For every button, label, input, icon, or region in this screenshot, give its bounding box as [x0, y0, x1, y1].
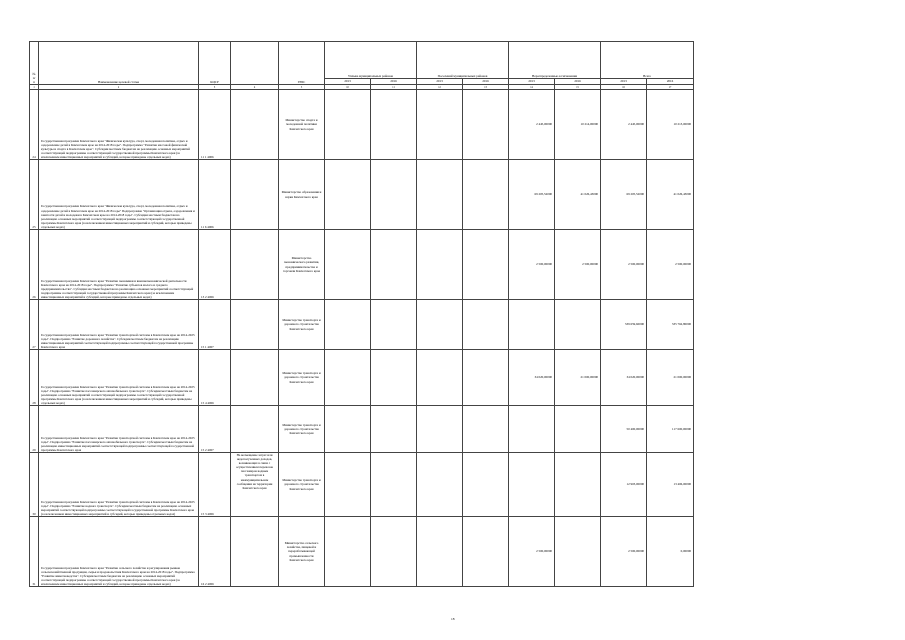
column-index-cell: 3	[199, 85, 231, 90]
value-cell	[325, 406, 371, 453]
value-cell	[371, 453, 417, 517]
table-row	[30, 90, 694, 160]
grbs-ministry: Министерство экономического развития, предпринимательства и торговли Камчатского края	[279, 230, 325, 300]
value-cell	[325, 90, 371, 160]
kcsr-code: 11 1 4006	[199, 90, 231, 160]
total-cell: 10 213,00000	[647, 90, 694, 160]
grbs-ministry: Министерство транспорта и дорожного строительства Камчатского края	[279, 300, 325, 350]
value-cell	[417, 453, 463, 517]
total-cell: 13 406,00000	[647, 453, 694, 517]
grbs-ministry: Министерство транспорта и дорожного строительства Камчатского края	[279, 350, 325, 406]
value-cell	[325, 160, 371, 230]
table-row	[30, 406, 694, 453]
grbs-ministry: Министерство транспорта и дорожного строительства Камчатского края	[279, 406, 325, 453]
col-num-header: № п/п	[30, 42, 39, 85]
kcsr-code: 11 6 4006	[199, 160, 231, 230]
header-row	[30, 42, 694, 79]
col-kcsr-header: КЦСР	[199, 42, 231, 85]
value-cell	[509, 406, 555, 453]
value-cell	[463, 90, 509, 160]
column-index-cell: 14	[509, 85, 555, 90]
program-name: Государственная программа Камчатского края "Развитие экономики и внешнеэкономической деятельности Камчатского края на 2014-2018 годы". Подпрограмма "Развитие субъектов малого и среднего предпринимательства". Субсидии местным бюджетам на реализацию основных мероприятий соответствующей подпрограммы соответствующей государственной программы Камчатского края (за исключением инвестиционных мероприятий и субсидий, которые приведены отдельных кодах)	[39, 230, 199, 300]
purpose-note	[231, 90, 279, 160]
total-cell: 50 400,00000	[601, 406, 647, 453]
total-cell: 21 000,00000	[647, 350, 694, 406]
value-cell: 10 214,00000	[555, 90, 601, 160]
value-cell	[371, 160, 417, 230]
total-cell: 34 020,00000	[601, 350, 647, 406]
total-cell: 339 659,60000	[601, 300, 647, 350]
value-cell: 41 026,43000	[555, 160, 601, 230]
column-index-cell: 16	[601, 85, 647, 90]
column-index-cell: 17	[647, 85, 694, 90]
program-name: Государственная программа Камчатского края "Развитие транспортной системы в Камчатском крае на 2014-2025 годы". Подпрограмма "Развитие пассажирского автомобильного транспорта". Субсидии местным бюджетам на реализацию основных мероприятий соответствующей подпрограммы соответствующей государственной программы Камчатского края (за исключением инвестиционных мероприятий и субсидий, которые приведены отдельных кодах)	[39, 350, 199, 406]
value-cell	[417, 230, 463, 300]
page-number: 18	[451, 617, 455, 621]
kcsr-code: 15 2 4007	[199, 406, 231, 453]
value-cell: 21 000,00000	[555, 350, 601, 406]
purpose-note	[231, 230, 279, 300]
purpose-note	[231, 300, 279, 350]
value-cell	[371, 230, 417, 300]
value-cell	[509, 300, 555, 350]
year-cell: 2013	[509, 79, 555, 85]
year-cell: 2013	[325, 79, 371, 85]
year-cell: 2016	[463, 79, 509, 85]
total-cell: 0,00000	[647, 517, 694, 587]
row-number: 30	[30, 453, 39, 517]
value-cell	[555, 453, 601, 517]
table-row	[30, 453, 694, 517]
total-cell: 2 500,00000	[601, 230, 647, 300]
grbs-ministry: Министерство образования и науки Камчатского края	[279, 160, 325, 230]
value-cell	[371, 517, 417, 587]
value-cell	[463, 453, 509, 517]
table-row	[30, 517, 694, 587]
column-index-cell: 5	[279, 85, 325, 90]
value-cell: 2 500,00000	[555, 230, 601, 300]
group-settlements-header: Поселений муниципальных районов	[417, 42, 509, 79]
year-cell: 2016	[555, 79, 601, 85]
value-cell	[555, 517, 601, 587]
table-row	[30, 350, 694, 406]
kcsr-code: 15 3 4006	[199, 453, 231, 517]
column-index-cell: 13	[463, 85, 509, 90]
row-number: 31	[30, 517, 39, 587]
total-cell: 335 762,80000	[647, 300, 694, 350]
table-row	[30, 230, 694, 300]
value-cell	[463, 406, 509, 453]
column-index-cell: 12	[417, 85, 463, 90]
value-cell	[509, 453, 555, 517]
purpose-note	[231, 160, 279, 230]
year-cell: 2013	[417, 79, 463, 85]
table-row	[30, 160, 694, 230]
program-name: Государственная программа Камчатского края "Развитие транспортной системы в Камчатском крае на 2014-2025 годы". Подпрограмма "Развитие водного транспорта". Субсидии местным бюджетам на реализацию основных мероприятий соответствующей подпрограммы соответствующей государственной программы Камчатского края (за исключением инвестиционных мероприятий и субсидий, которые приведены отдельных кодах)	[39, 453, 199, 517]
col-grbs-header: ГРБС	[279, 42, 325, 85]
value-cell: 34 020,00000	[509, 350, 555, 406]
row-number: 26	[30, 230, 39, 300]
grbs-ministry: Министерство транспорта и дорожного строительства Камчатского края	[279, 453, 325, 517]
row-number: 25	[30, 160, 39, 230]
total-cell: 69 205,52000	[601, 160, 647, 230]
value-cell	[325, 230, 371, 300]
value-cell	[463, 160, 509, 230]
program-name: Государственная программа Камчатского края "Физическая культура, спорт, молодежная политика, отдых и оздоровление детей в Камчатском крае на 2014-2018 годы". Подпрограмма "Развитие массовой физической культуры и спорта в Камчатском крае". Субсидии местным бюджетам на реализацию основных мероприятий соответствующей подпрограммы соответствующей государственной программы Камчатского края (за исключением инвестиционных мероприятий и субсидий, которые приведены отдельных кодах)	[39, 90, 199, 160]
purpose-note	[231, 517, 279, 587]
value-cell	[325, 300, 371, 350]
kcsr-code: 15 1 4007	[199, 300, 231, 350]
kcsr-code: 13 2 4006	[199, 230, 231, 300]
value-cell	[371, 406, 417, 453]
purpose-note: На возмещение затрат или недополученных доходов, возникающих в связи с осуществлением перевозок пассажиров водным транспортом в межмуниципальном сообщении на территории Камчатского края	[231, 453, 279, 517]
value-cell	[463, 230, 509, 300]
value-cell: 2 500,00000	[509, 517, 555, 587]
program-name: Государственная программа Камчатского края "Физическая культура, спорт, молодежная политика, отдых и оздоровление детей в Камчатском крае на 2014-2018 годы" Подпрограмма "Организация отдыха, оздоровления и занятости детей и молодежи в Камчатском крае на 2014-2018 годы". Субсидии местным бюджетам на реализацию основных мероприятий соответствующей подпрограммы соответствующей государственной программы Камчатского края (за исключением инвестиционных мероприятий и субсидий, которые приведены отдельных кодах)	[39, 160, 199, 230]
year-cell: 2016	[371, 79, 417, 85]
purpose-note	[231, 350, 279, 406]
column-index-cell: 11	[371, 85, 417, 90]
kcsr-code: 15 4 4006	[199, 350, 231, 406]
value-cell	[555, 300, 601, 350]
value-cell	[463, 350, 509, 406]
column-index-cell: 15	[555, 85, 601, 90]
row-number: 28	[30, 350, 39, 406]
value-cell	[417, 517, 463, 587]
total-cell: 41 026,43000	[647, 160, 694, 230]
row-number: 27	[30, 300, 39, 350]
value-cell	[371, 350, 417, 406]
value-cell: 69 205,52000	[509, 160, 555, 230]
value-cell	[325, 453, 371, 517]
value-cell	[325, 350, 371, 406]
col-4-header	[231, 42, 279, 85]
budget-table	[29, 41, 694, 587]
row-number: 24	[30, 90, 39, 160]
table-row	[30, 300, 694, 350]
value-cell	[555, 406, 601, 453]
column-index-cell: 1	[30, 85, 39, 90]
value-cell	[371, 300, 417, 350]
value-cell	[417, 350, 463, 406]
col-name-header: Наименование целевой статьи	[39, 42, 199, 85]
value-cell	[463, 300, 509, 350]
grbs-ministry: Министерство сельского хозяйства, пищевой и перерабатывающей промышленности Камчатского края	[279, 517, 325, 587]
value-cell	[417, 300, 463, 350]
total-cell: 117 600,00000	[647, 406, 694, 453]
year-cell: 2016	[647, 79, 694, 85]
year-cell: 2013	[601, 79, 647, 85]
total-cell: 2 500,00000	[647, 230, 694, 300]
program-name: Государственная программа Камчатского края "Развитие транспортной системы в Камчатском крае на 2014-2025 годы". Подпрограмма "Развитие пассажирского автомобильного транспорта". Субсидии местным бюджетам на реализацию инвестиционных мероприятий соответствующей подпрограммы соответствующей государственной программы Камчатского края	[39, 406, 199, 453]
value-cell: 2 445,00000	[509, 90, 555, 160]
row-number: 29	[30, 406, 39, 453]
group-unallocated-header: Нераспределенные ассигнования	[509, 42, 601, 79]
total-cell: 2 500,00000	[601, 517, 647, 587]
program-name: Государственная программа Камчатского края "Развитие сельского хозяйства и регулирования рынков сельскохозяйственной продукции, сырья и продовольствия Камчатского края на 2014-2018 годы". Подпрограмма "Развитие животноводства". Субсидии местным бюджетам на реализацию основных мероприятий соответствующей подпрограммы соответствующей государственной программы Камчатского края (за исключением инвестиционных мероприятий и субсидий, которые приведены отдельных кодах)	[39, 517, 199, 587]
column-index-cell: 4	[231, 85, 279, 90]
value-cell	[417, 406, 463, 453]
column-index-cell: 2	[39, 85, 199, 90]
value-cell	[371, 90, 417, 160]
value-cell	[325, 517, 371, 587]
value-cell	[463, 517, 509, 587]
purpose-note	[231, 406, 279, 453]
value-cell	[417, 160, 463, 230]
column-index-cell: 10	[325, 85, 371, 90]
group-total-header: Всего	[601, 42, 694, 79]
total-cell: 12 903,00000	[601, 453, 647, 517]
grbs-ministry: Министерство спорта и молодежной политики Камчатского края	[279, 90, 325, 160]
value-cell: 2 500,00000	[509, 230, 555, 300]
program-name: Государственная программа Камчатского края "Развитие транспортной системы в Камчатском крае на 2014-2025 годы". Подпрограмма "Развитие дорожного хозяйства". Субсидии местным бюджетам на реализацию инвестиционных мероприятий соответствующей подпрограммы соответствующей государственной программы Камчатского края	[39, 300, 199, 350]
total-cell: 2 445,00000	[601, 90, 647, 160]
value-cell	[417, 90, 463, 160]
kcsr-code: 16 2 4006	[199, 517, 231, 587]
group-municipal-districts-header: Уплыва муниципальных районов	[325, 42, 417, 79]
